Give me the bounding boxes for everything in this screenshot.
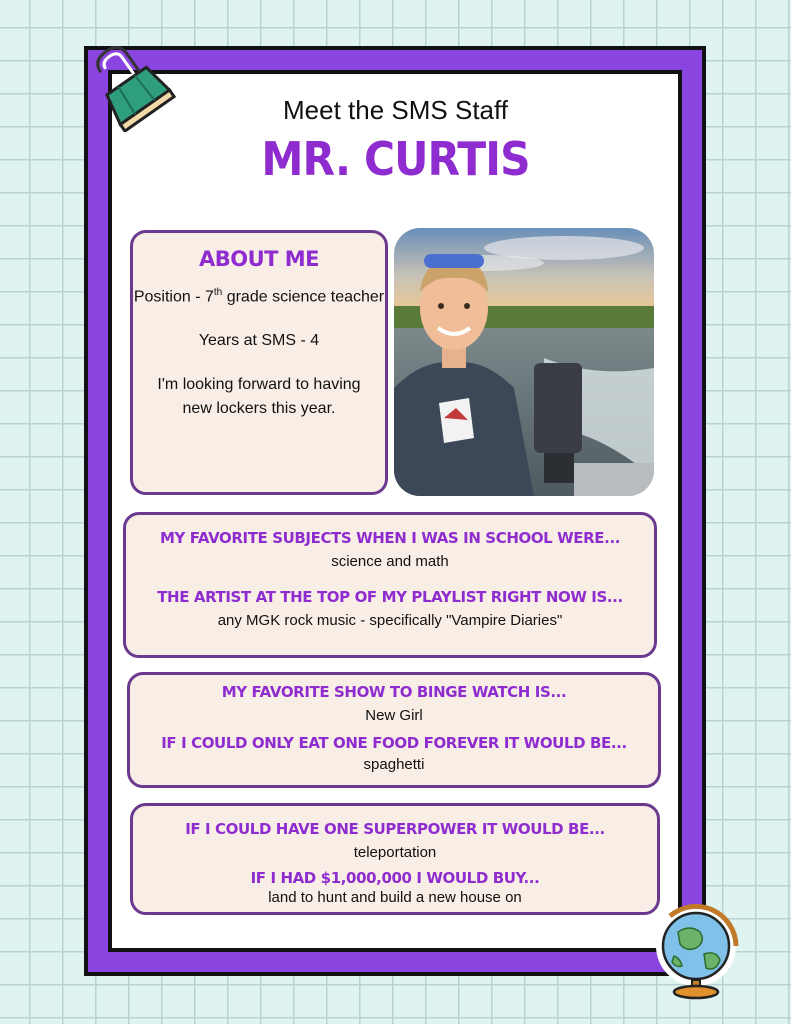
superpower-answer: teleportation xyxy=(353,844,437,861)
position-sup: th xyxy=(213,287,223,298)
million-question: IF I HAD $1,000,000 I WOULD BUY... xyxy=(250,869,540,887)
about-position xyxy=(133,281,385,309)
subjects-question: MY FAVORITE SUBJECTS WHEN I WAS IN SCHOOL WERE... xyxy=(159,529,621,547)
subjects-answer: science and math xyxy=(331,553,449,570)
teacher-photo xyxy=(394,228,654,496)
favorites-card-1 xyxy=(123,512,657,658)
globe-icon xyxy=(650,902,742,1002)
position-prefix: Position - 7 xyxy=(133,288,214,306)
show-question: MY FAVORITE SHOW TO BINGE WATCH IS... xyxy=(221,683,567,701)
food-answer: spaghetti xyxy=(363,756,425,773)
favorites-card-2 xyxy=(127,672,661,788)
about-me-card xyxy=(130,230,388,495)
page-title: MR. CURTIS xyxy=(261,132,530,186)
food-question: IF I COULD ONLY EAT ONE FOOD FOREVER IT WOULD BE... xyxy=(161,734,627,752)
about-me-heading: ABOUT ME xyxy=(198,247,320,271)
position-rest: grade science teacher xyxy=(222,288,385,306)
artist-answer: any MGK rock music - specifically "Vampire Diaries" xyxy=(217,612,563,629)
page-subtitle: Meet the SMS Staff xyxy=(283,95,508,125)
superpower-question: IF I COULD HAVE ONE SUPERPOWER IT WOULD BE... xyxy=(185,820,605,838)
million-answer: land to hunt and build a new house on xyxy=(268,889,522,906)
favorites-card-3 xyxy=(130,803,660,915)
about-years: Years at SMS - 4 xyxy=(198,332,320,350)
about-looking-forward: I'm looking forward to having new lockers this year. xyxy=(157,376,361,418)
artist-question: THE ARTIST AT THE TOP OF MY PLAYLIST RIGHT NOW IS... xyxy=(157,588,623,606)
show-answer: New Girl xyxy=(365,707,423,724)
